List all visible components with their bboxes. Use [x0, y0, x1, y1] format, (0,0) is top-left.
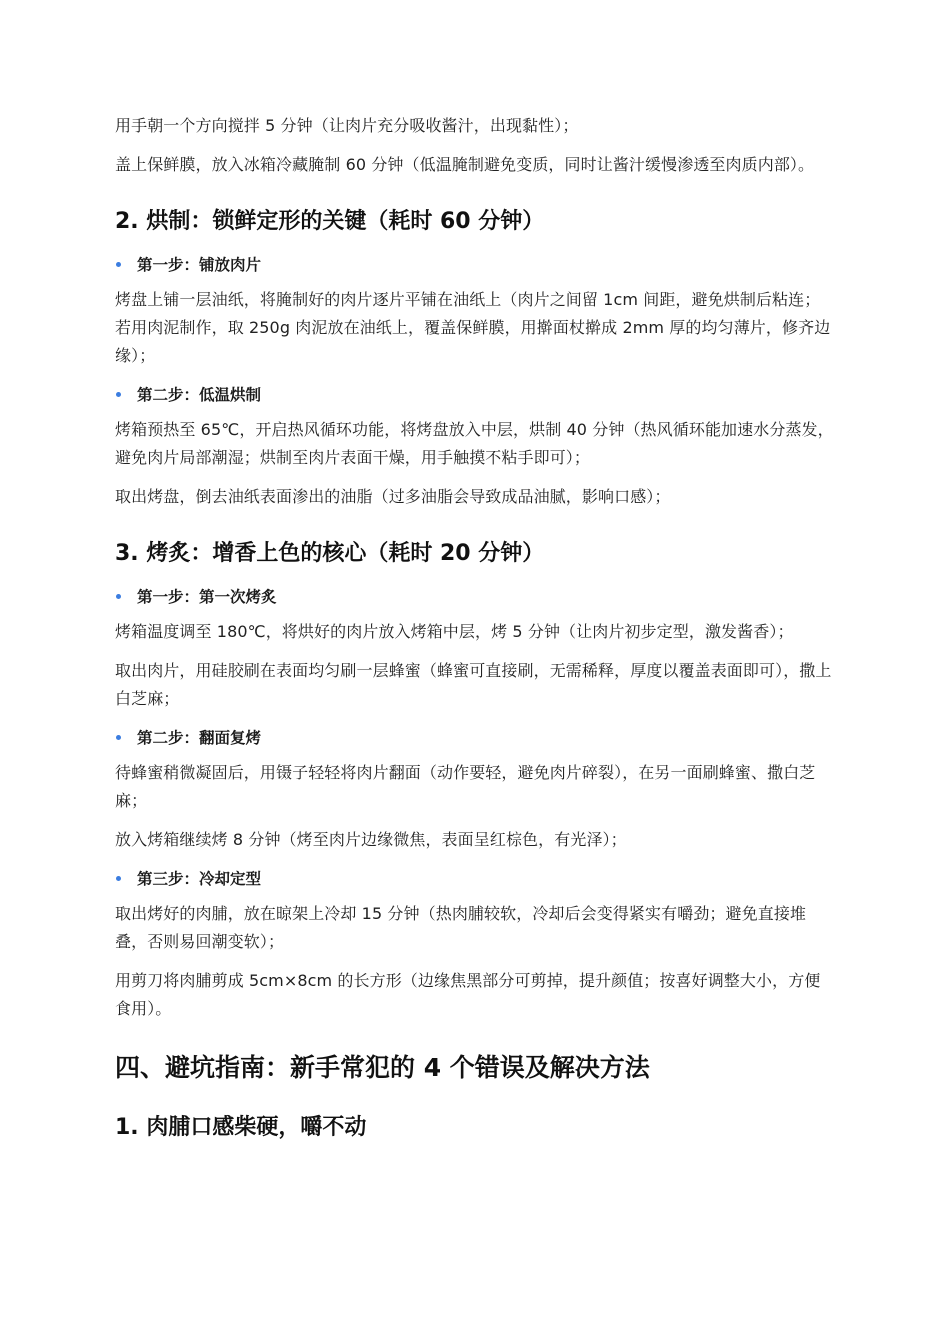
step-bullet [115, 251, 835, 277]
paragraph: 烤箱预热至 65℃，开启热风循环功能，将烤盘放入中层，烘制 40 分钟（热风循环能加速水分蒸发，避免肉片局部潮湿；烘制至肉片表面干燥，用手触摸不粘手即可）； [115, 420, 834, 467]
section-heading: 3. 烤炙：增香上色的核心（耗时 20 分钟） [115, 541, 545, 566]
paragraph: 用手朝一个方向搅拌 5 分钟（让肉片充分吸收酱汁，出现黏性）； [115, 116, 579, 135]
document-page [115, 112, 835, 1157]
step-label: 第二步：翻面复烤 [137, 729, 262, 747]
step-bullet [115, 381, 835, 407]
paragraph: 取出肉片，用硅胶刷在表面均匀刷一层蜂蜜（蜂蜜可直接刷，无需稀释，厚度以覆盖表面即可），撒上白芝麻； [115, 661, 832, 708]
step-label: 第一步：铺放肉片 [137, 256, 262, 274]
step-label: 第二步：低温烘制 [137, 386, 262, 404]
step-bullet [115, 865, 835, 891]
step-bullet [115, 583, 835, 609]
paragraph: 取出烤好的肉脯，放在晾架上冷却 15 分钟（热肉脯较软，冷却后会变得紧实有嚼劲；避免直接堆叠，否则易回潮变软）； [115, 904, 807, 951]
chapter-heading: 四、避坑指南：新手常犯的 4 个错误及解决方法 [115, 1053, 650, 1082]
bullet-icon [116, 262, 121, 267]
paragraph: 用剪刀将肉脯剪成 5cm×8cm 的长方形（边缘焦黑部分可剪掉，提升颜值；按喜好调整大小，方便食用）。 [115, 971, 821, 1018]
step-bullet [115, 724, 835, 750]
paragraph: 取出烤盘，倒去油纸表面渗出的油脂（过多油脂会导致成品油腻，影响口感）； [115, 487, 671, 506]
bullet-icon [116, 735, 121, 740]
bullet-icon [116, 392, 121, 397]
bullet-icon [116, 876, 121, 881]
section-heading: 1. 肉脯口感柴硬，嚼不动 [115, 1115, 367, 1140]
paragraph: 烤箱温度调至 180℃，将烘好的肉片放入烤箱中层，烤 5 分钟（让肉片初步定型，激发酱香）； [115, 622, 794, 641]
paragraph: 待蜂蜜稍微凝固后，用镊子轻轻将肉片翻面（动作要轻，避免肉片碎裂），在另一面刷蜂蜜、撒白芝麻； [115, 763, 816, 810]
step-label: 第一步：第一次烤炙 [137, 588, 277, 606]
step-label: 第三步：冷却定型 [137, 870, 262, 888]
section-heading: 2. 烘制：锁鲜定形的关键（耗时 60 分钟） [115, 209, 545, 234]
paragraph: 烤盘上铺一层油纸，将腌制好的肉片逐片平铺在油纸上（肉片之间留 1cm 间距，避免烘制后粘连；若用肉泥制作，取 250g 肉泥放在油纸上，覆盖保鲜膜，用擀面杖擀成 2mm 厚的均匀薄片，修齐边缘）； [115, 290, 831, 365]
paragraph: 放入烤箱继续烤 8 分钟（烤至肉片边缘微焦，表面呈红棕色，有光泽）； [115, 830, 627, 849]
paragraph: 盖上保鲜膜，放入冰箱冷藏腌制 60 分钟（低温腌制避免变质，同时让酱汁缓慢渗透至肉质内部）。 [115, 155, 815, 174]
bullet-icon [116, 594, 121, 599]
